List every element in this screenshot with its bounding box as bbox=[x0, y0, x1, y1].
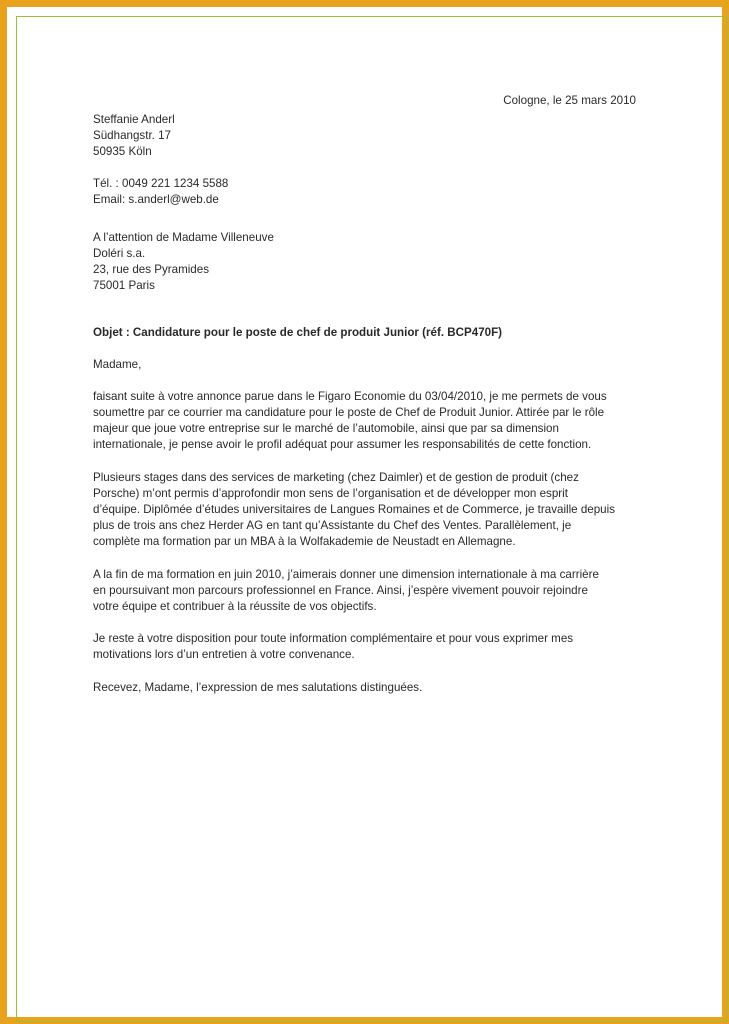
paragraph-5-closing bbox=[93, 680, 638, 696]
sender-city: 50935 Köln bbox=[93, 145, 152, 158]
paragraph-line: d’équipe. Diplômée d’études universitaires de Langues Romaines et de Commerce, je travaille depuis bbox=[93, 503, 616, 516]
recipient-address bbox=[93, 230, 638, 294]
paragraph-line: motivations lors d’un entretien à votre convenance. bbox=[93, 648, 355, 661]
paragraph-2 bbox=[93, 470, 638, 550]
paragraph-line: internationale, je pense avoir le profil adéquat pour assumer les responsabilités de cette fonction. bbox=[93, 438, 592, 451]
sender-street: Südhangstr. 17 bbox=[93, 129, 171, 142]
paragraph-line: votre équipe et contribuer à la réussite de vos objectifs. bbox=[93, 600, 377, 613]
paragraph-line: soumettre par ce courrier ma candidature pour le poste de Chef de Produit Junior. Attirée par le rôle bbox=[93, 406, 605, 419]
paragraph-4 bbox=[93, 631, 638, 663]
letter-subject: Objet : Candidature pour le poste de chef de produit Junior (réf. BCP470F) bbox=[93, 326, 503, 339]
paragraph-line: plus de trois ans chez Herder AG en tant qu’Assistante du Chef des Ventes. Parallèlement, je bbox=[93, 519, 572, 532]
recipient-street: 23, rue des Pyramides bbox=[93, 263, 209, 276]
paragraph-line: Plusieurs stages dans des services de marketing (chez Daimler) et de gestion de produit (chez bbox=[93, 471, 579, 484]
sender-email: Email: s.anderl@web.de bbox=[93, 193, 219, 206]
recipient-city: 75001 Paris bbox=[93, 279, 155, 292]
paragraph-line: A la fin de ma formation en juin 2010, j’aimerais donner une dimension internationale à ma carrière bbox=[93, 568, 599, 581]
sender-name: Steffanie Anderl bbox=[93, 113, 175, 126]
paragraph-3 bbox=[93, 567, 638, 615]
paragraph-line: majeur que joue votre entreprise sur le marché de l’automobile, ainsi que par sa dimension bbox=[93, 422, 559, 435]
paragraph-1 bbox=[93, 389, 638, 453]
sender-phone: Tél. : 0049 221 1234 5588 bbox=[93, 177, 229, 190]
paragraph-line: en poursuivant mon parcours professionnel en France. Ainsi, j’espère vivement pouvoir rejoindre bbox=[93, 584, 588, 597]
paragraph-line: faisant suite à votre annonce parue dans le Figaro Economie du 03/04/2010, je me permets de vous bbox=[93, 390, 607, 403]
paragraph-line: complète ma formation par un MBA à la Wolfakademie de Neustadt en Allemagne. bbox=[93, 535, 516, 548]
letter-date: Cologne, le 25 mars 2010 bbox=[503, 94, 636, 107]
paragraph-line: Porsche) m’ont permis d’approfondir mon sens de l’organisation et de développer mon esprit bbox=[93, 487, 568, 500]
sender-address bbox=[93, 112, 638, 160]
paragraph-line: Je reste à votre disposition pour toute information complémentaire et pour vous exprimer mes bbox=[93, 632, 574, 645]
paragraph-line: Recevez, Madame, l’expression de mes salutations distinguées. bbox=[93, 681, 423, 694]
recipient-attention: A l’attention de Madame Villeneuve bbox=[93, 231, 274, 244]
recipient-company: Doléri s.a. bbox=[93, 247, 146, 260]
sender-contact bbox=[93, 176, 638, 208]
letter-salutation: Madame, bbox=[93, 358, 142, 371]
